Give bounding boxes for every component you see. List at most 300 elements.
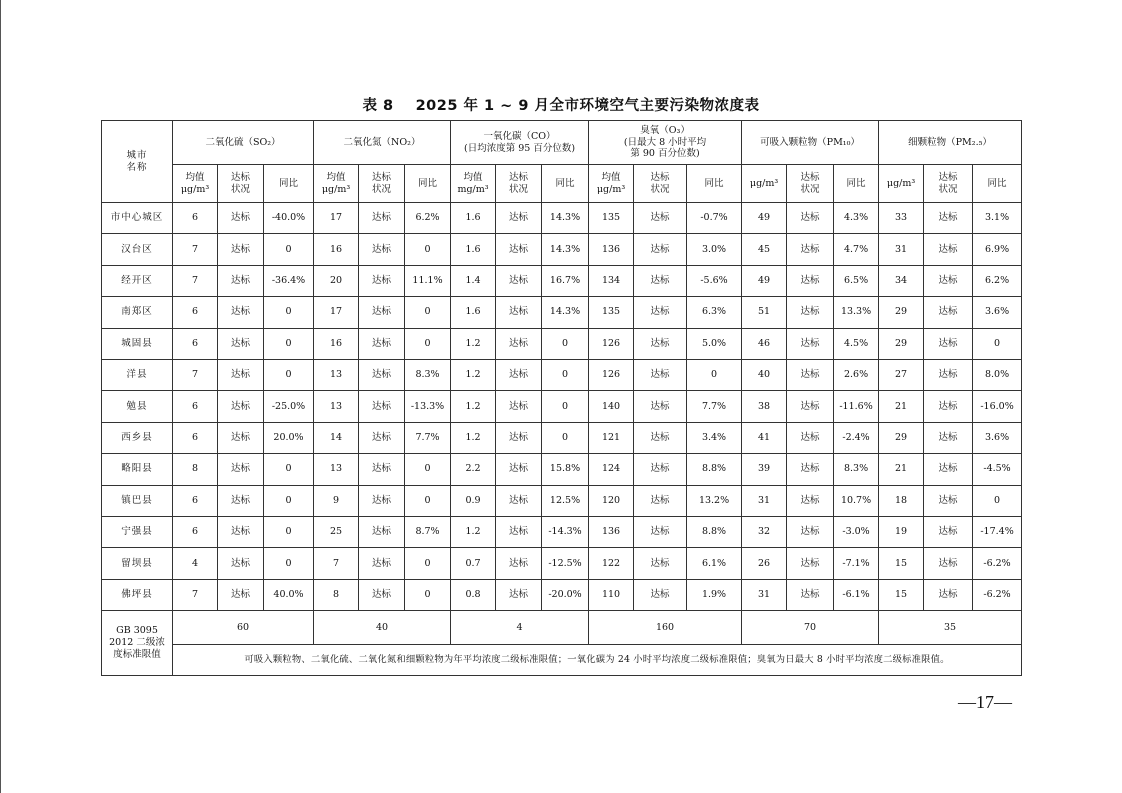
value-cell: 16.7%	[542, 265, 589, 296]
sub-column-header: 达标 状况	[359, 165, 405, 203]
value-cell: 8	[173, 454, 218, 485]
table-row	[102, 328, 1022, 359]
value-cell: -4.5%	[973, 454, 1022, 485]
value-cell: 4.3%	[834, 203, 879, 234]
table-title	[0, 94, 1122, 115]
value-cell: 6.9%	[973, 234, 1022, 265]
value-cell: 135	[589, 203, 634, 234]
value-cell: 140	[589, 391, 634, 422]
value-cell: 45	[742, 234, 787, 265]
value-cell: 6	[173, 328, 218, 359]
value-cell: 13	[314, 454, 359, 485]
city-name-cell: 略阳县	[102, 454, 173, 485]
value-cell: 达标	[787, 516, 834, 547]
value-cell: 达标	[496, 485, 542, 516]
value-cell: 达标	[359, 422, 405, 453]
standard-note-row	[102, 645, 1022, 676]
value-cell: 16	[314, 234, 359, 265]
value-cell: 110	[589, 579, 634, 610]
value-cell: 3.4%	[687, 422, 742, 453]
header-row-sub	[102, 165, 1022, 203]
value-cell: 达标	[924, 548, 973, 579]
value-cell: 0.8	[451, 579, 496, 610]
city-name-cell: 佛坪县	[102, 579, 173, 610]
value-cell: 达标	[218, 485, 264, 516]
value-cell: 达标	[218, 297, 264, 328]
city-name-cell: 南郑区	[102, 297, 173, 328]
value-cell: 0	[405, 579, 451, 610]
value-cell: 7	[173, 234, 218, 265]
value-cell: 40	[742, 359, 787, 390]
value-cell: 达标	[218, 579, 264, 610]
pollutant-group-header: 二氧化硫（SO₂）	[173, 121, 314, 165]
value-cell: 达标	[359, 391, 405, 422]
value-cell: 0	[264, 297, 314, 328]
sub-column-header: 同比	[542, 165, 589, 203]
value-cell: 13.2%	[687, 485, 742, 516]
table-row	[102, 203, 1022, 234]
value-cell: 0	[264, 234, 314, 265]
value-cell: 7	[173, 579, 218, 610]
value-cell: 3.6%	[973, 422, 1022, 453]
value-cell: -20.0%	[542, 579, 589, 610]
value-cell: 达标	[218, 234, 264, 265]
city-name-cell: 宁强县	[102, 516, 173, 547]
value-cell: 29	[879, 422, 924, 453]
value-cell: 0.9	[451, 485, 496, 516]
value-cell: 34	[879, 265, 924, 296]
value-cell: 0	[264, 359, 314, 390]
value-cell: 26	[742, 548, 787, 579]
value-cell: 6.1%	[687, 548, 742, 579]
value-cell: 达标	[787, 548, 834, 579]
value-cell: 达标	[634, 579, 687, 610]
value-cell: 6	[173, 485, 218, 516]
value-cell: -16.0%	[973, 391, 1022, 422]
page-edge-line	[0, 0, 1, 793]
sub-column-header: 均值 μg/m³	[589, 165, 634, 203]
value-cell: 134	[589, 265, 634, 296]
value-cell: 39	[742, 454, 787, 485]
value-cell: 46	[742, 328, 787, 359]
value-cell: 达标	[787, 422, 834, 453]
value-cell: 14.3%	[542, 234, 589, 265]
value-cell: 41	[742, 422, 787, 453]
value-cell: 达标	[787, 579, 834, 610]
value-cell: 达标	[496, 422, 542, 453]
value-cell: 达标	[924, 265, 973, 296]
value-cell: 3.0%	[687, 234, 742, 265]
value-cell: 2.6%	[834, 359, 879, 390]
value-cell: 0	[405, 548, 451, 579]
value-cell: 8.8%	[687, 516, 742, 547]
standard-limit-cell: 60	[173, 611, 314, 645]
value-cell: -11.6%	[834, 391, 879, 422]
value-cell: 27	[879, 359, 924, 390]
value-cell: 9	[314, 485, 359, 516]
value-cell: 达标	[634, 391, 687, 422]
standard-label-cell: GB 3095 2012 二级浓 度标准限值	[102, 611, 173, 676]
sub-column-header: 同比	[973, 165, 1022, 203]
value-cell: 6.5%	[834, 265, 879, 296]
value-cell: 15.8%	[542, 454, 589, 485]
value-cell: 达标	[359, 516, 405, 547]
sub-column-header: 均值 μg/m³	[314, 165, 359, 203]
value-cell: 达标	[496, 579, 542, 610]
value-cell: 8.3%	[405, 359, 451, 390]
city-name-cell: 洋县	[102, 359, 173, 390]
pollutant-group-header: 可吸入颗粒物（PM₁₀）	[742, 121, 879, 165]
value-cell: 达标	[218, 516, 264, 547]
value-cell: 0	[405, 328, 451, 359]
value-cell: -25.0%	[264, 391, 314, 422]
standard-limit-cell: 70	[742, 611, 879, 645]
value-cell: 1.2	[451, 516, 496, 547]
city-name-cell: 经开区	[102, 265, 173, 296]
value-cell: 达标	[787, 297, 834, 328]
value-cell: 1.6	[451, 234, 496, 265]
table-row	[102, 579, 1022, 610]
value-cell: 0	[973, 485, 1022, 516]
value-cell: -6.2%	[973, 548, 1022, 579]
value-cell: 达标	[496, 297, 542, 328]
value-cell: 达标	[359, 359, 405, 390]
value-cell: 121	[589, 422, 634, 453]
value-cell: 8.8%	[687, 454, 742, 485]
value-cell: 20	[314, 265, 359, 296]
value-cell: 3.6%	[973, 297, 1022, 328]
value-cell: 达标	[787, 234, 834, 265]
value-cell: 达标	[496, 454, 542, 485]
value-cell: 49	[742, 203, 787, 234]
value-cell: 0	[405, 454, 451, 485]
value-cell: 达标	[634, 265, 687, 296]
value-cell: 14.3%	[542, 203, 589, 234]
value-cell: 124	[589, 454, 634, 485]
sub-column-header: 同比	[834, 165, 879, 203]
page-number: —17—	[958, 692, 1012, 712]
value-cell: 0	[405, 234, 451, 265]
value-cell: 31	[742, 579, 787, 610]
value-cell: 126	[589, 328, 634, 359]
value-cell: 达标	[924, 422, 973, 453]
value-cell: 达标	[359, 328, 405, 359]
value-cell: 2.2	[451, 454, 496, 485]
sub-column-header: 同比	[687, 165, 742, 203]
table-row	[102, 516, 1022, 547]
value-cell: 达标	[787, 454, 834, 485]
table-row	[102, 297, 1022, 328]
value-cell: 6	[173, 203, 218, 234]
value-cell: 3.1%	[973, 203, 1022, 234]
value-cell: 0	[542, 328, 589, 359]
sub-column-header: μg/m³	[879, 165, 924, 203]
sub-column-header: 均值 μg/m³	[173, 165, 218, 203]
value-cell: 29	[879, 297, 924, 328]
value-cell: -14.3%	[542, 516, 589, 547]
value-cell: -6.2%	[973, 579, 1022, 610]
value-cell: 7.7%	[405, 422, 451, 453]
value-cell: 达标	[496, 234, 542, 265]
value-cell: 达标	[634, 422, 687, 453]
value-cell: 达标	[787, 485, 834, 516]
standard-values-row	[102, 611, 1022, 645]
value-cell: 12.5%	[542, 485, 589, 516]
value-cell: 49	[742, 265, 787, 296]
value-cell: 达标	[359, 485, 405, 516]
value-cell: 达标	[924, 454, 973, 485]
pollutant-group-header: 二氧化氮（NO₂）	[314, 121, 451, 165]
value-cell: -2.4%	[834, 422, 879, 453]
value-cell: 38	[742, 391, 787, 422]
table-row	[102, 265, 1022, 296]
value-cell: 达标	[218, 548, 264, 579]
value-cell: -12.5%	[542, 548, 589, 579]
value-cell: 1.6	[451, 297, 496, 328]
value-cell: -13.3%	[405, 391, 451, 422]
value-cell: 120	[589, 485, 634, 516]
city-name-cell: 勉县	[102, 391, 173, 422]
value-cell: 达标	[218, 359, 264, 390]
standard-limit-cell: 40	[314, 611, 451, 645]
sub-column-header: 同比	[264, 165, 314, 203]
value-cell: 达标	[634, 516, 687, 547]
value-cell: 达标	[218, 454, 264, 485]
value-cell: 7	[173, 359, 218, 390]
value-cell: 136	[589, 234, 634, 265]
sub-column-header: μg/m³	[742, 165, 787, 203]
value-cell: 10.7%	[834, 485, 879, 516]
value-cell: 8.0%	[973, 359, 1022, 390]
value-cell: 21	[879, 391, 924, 422]
sub-column-header: 达标 状况	[218, 165, 264, 203]
value-cell: 1.4	[451, 265, 496, 296]
value-cell: 达标	[787, 359, 834, 390]
value-cell: 21	[879, 454, 924, 485]
table-row	[102, 454, 1022, 485]
value-cell: 达标	[359, 579, 405, 610]
value-cell: -3.0%	[834, 516, 879, 547]
value-cell: 1.9%	[687, 579, 742, 610]
value-cell: -5.6%	[687, 265, 742, 296]
value-cell: 达标	[787, 203, 834, 234]
value-cell: 达标	[924, 391, 973, 422]
sub-column-header: 达标 状况	[787, 165, 834, 203]
value-cell: 达标	[359, 203, 405, 234]
value-cell: 6.3%	[687, 297, 742, 328]
city-name-cell: 西乡县	[102, 422, 173, 453]
pollutant-table	[101, 120, 1022, 676]
value-cell: -6.1%	[834, 579, 879, 610]
value-cell: 11.1%	[405, 265, 451, 296]
value-cell: 15	[879, 579, 924, 610]
value-cell: 0	[405, 297, 451, 328]
value-cell: 6.2%	[405, 203, 451, 234]
value-cell: 0	[542, 422, 589, 453]
value-cell: 达标	[359, 265, 405, 296]
value-cell: 31	[879, 234, 924, 265]
value-cell: 0	[264, 328, 314, 359]
value-cell: 4.7%	[834, 234, 879, 265]
value-cell: 1.2	[451, 391, 496, 422]
value-cell: 达标	[496, 203, 542, 234]
value-cell: 达标	[634, 328, 687, 359]
value-cell: 1.2	[451, 328, 496, 359]
table-row	[102, 485, 1022, 516]
value-cell: 达标	[218, 203, 264, 234]
value-cell: 31	[742, 485, 787, 516]
value-cell: 达标	[924, 485, 973, 516]
value-cell: 达标	[218, 391, 264, 422]
value-cell: 14.3%	[542, 297, 589, 328]
value-cell: 1.2	[451, 359, 496, 390]
standard-limit-cell: 160	[589, 611, 742, 645]
value-cell: 0	[973, 328, 1022, 359]
value-cell: 13.3%	[834, 297, 879, 328]
value-cell: 6	[173, 516, 218, 547]
value-cell: 7.7%	[687, 391, 742, 422]
value-cell: 达标	[218, 265, 264, 296]
value-cell: 0	[687, 359, 742, 390]
value-cell: 33	[879, 203, 924, 234]
value-cell: 达标	[359, 548, 405, 579]
value-cell: 达标	[496, 548, 542, 579]
value-cell: 32	[742, 516, 787, 547]
value-cell: 达标	[496, 391, 542, 422]
value-cell: 达标	[359, 234, 405, 265]
value-cell: 13	[314, 359, 359, 390]
value-cell: 5.0%	[687, 328, 742, 359]
value-cell: 达标	[924, 579, 973, 610]
value-cell: 6.2%	[973, 265, 1022, 296]
value-cell: 122	[589, 548, 634, 579]
city-name-cell: 汉台区	[102, 234, 173, 265]
value-cell: 达标	[496, 328, 542, 359]
value-cell: 达标	[218, 328, 264, 359]
value-cell: 17	[314, 203, 359, 234]
value-cell: 136	[589, 516, 634, 547]
value-cell: 8	[314, 579, 359, 610]
table-row	[102, 548, 1022, 579]
value-cell: 0	[542, 359, 589, 390]
value-cell: 14	[314, 422, 359, 453]
value-cell: 达标	[924, 328, 973, 359]
value-cell: 6	[173, 391, 218, 422]
value-cell: 达标	[924, 516, 973, 547]
value-cell: 16	[314, 328, 359, 359]
city-name-cell: 留坝县	[102, 548, 173, 579]
city-name-cell: 城固县	[102, 328, 173, 359]
value-cell: 达标	[496, 359, 542, 390]
value-cell: 15	[879, 548, 924, 579]
value-cell: 25	[314, 516, 359, 547]
value-cell: 达标	[924, 234, 973, 265]
value-cell: 0	[405, 485, 451, 516]
value-cell: 17	[314, 297, 359, 328]
value-cell: 51	[742, 297, 787, 328]
value-cell: 1.2	[451, 422, 496, 453]
value-cell: 0	[264, 516, 314, 547]
value-cell: 达标	[496, 265, 542, 296]
value-cell: 19	[879, 516, 924, 547]
value-cell: 6	[173, 422, 218, 453]
value-cell: 达标	[634, 234, 687, 265]
table-number: 表 8	[362, 98, 394, 114]
value-cell: 8.3%	[834, 454, 879, 485]
value-cell: 达标	[218, 422, 264, 453]
value-cell: 13	[314, 391, 359, 422]
table-row	[102, 391, 1022, 422]
value-cell: 6	[173, 297, 218, 328]
value-cell: 达标	[787, 391, 834, 422]
pollutant-group-header: 一氧化碳（CO） (日均浓度第 95 百分位数)	[451, 121, 589, 165]
table-row	[102, 359, 1022, 390]
value-cell: 0	[264, 454, 314, 485]
value-cell: 4	[173, 548, 218, 579]
value-cell: -7.1%	[834, 548, 879, 579]
sub-column-header: 达标 状况	[924, 165, 973, 203]
value-cell: -40.0%	[264, 203, 314, 234]
standard-limit-cell: 4	[451, 611, 589, 645]
value-cell: -36.4%	[264, 265, 314, 296]
value-cell: 达标	[634, 203, 687, 234]
value-cell: 达标	[634, 485, 687, 516]
standard-limit-cell: 35	[879, 611, 1022, 645]
sub-column-header: 均值 mg/m³	[451, 165, 496, 203]
value-cell: 达标	[634, 454, 687, 485]
value-cell: 0.7	[451, 548, 496, 579]
value-cell: 达标	[496, 516, 542, 547]
value-cell: 29	[879, 328, 924, 359]
value-cell: 达标	[634, 297, 687, 328]
value-cell: 4.5%	[834, 328, 879, 359]
pollutant-group-header: 细颗粒物（PM₂.₅）	[879, 121, 1022, 165]
value-cell: 达标	[634, 359, 687, 390]
sub-column-header: 达标 状况	[634, 165, 687, 203]
value-cell: 20.0%	[264, 422, 314, 453]
table-row	[102, 234, 1022, 265]
table-title-text: 2025 年 1 ~ 9 月全市环境空气主要污染物浓度表	[415, 98, 760, 114]
city-name-cell: 镇巴县	[102, 485, 173, 516]
value-cell: 达标	[787, 328, 834, 359]
sub-column-header: 同比	[405, 165, 451, 203]
table-row	[102, 422, 1022, 453]
header-row-groups	[102, 121, 1022, 165]
value-cell: -0.7%	[687, 203, 742, 234]
value-cell: 0	[264, 485, 314, 516]
value-cell: 40.0%	[264, 579, 314, 610]
city-name-cell: 市中心城区	[102, 203, 173, 234]
value-cell: 达标	[359, 454, 405, 485]
value-cell: 7	[314, 548, 359, 579]
value-cell: 7	[173, 265, 218, 296]
value-cell: 18	[879, 485, 924, 516]
value-cell: 1.6	[451, 203, 496, 234]
value-cell: 达标	[924, 359, 973, 390]
value-cell: 0	[542, 391, 589, 422]
value-cell: 0	[264, 548, 314, 579]
pollutant-group-header: 臭氧（O₃） (日最大 8 小时平均 第 90 百分位数)	[589, 121, 742, 165]
value-cell: 达标	[924, 297, 973, 328]
value-cell: 126	[589, 359, 634, 390]
value-cell: 达标	[924, 203, 973, 234]
value-cell: 135	[589, 297, 634, 328]
value-cell: 8.7%	[405, 516, 451, 547]
value-cell: -17.4%	[973, 516, 1022, 547]
standard-note-cell: 可吸入颗粒物、二氧化硫、二氧化氮和细颗粒物为年平均浓度二级标准限值；一氧化碳为 24 小时平均浓度二级标准限值；臭氧为日最大 8 小时平均浓度二级标准限值。	[173, 645, 1022, 676]
city-column-header: 城市 名称	[102, 121, 173, 203]
value-cell: 达标	[359, 297, 405, 328]
